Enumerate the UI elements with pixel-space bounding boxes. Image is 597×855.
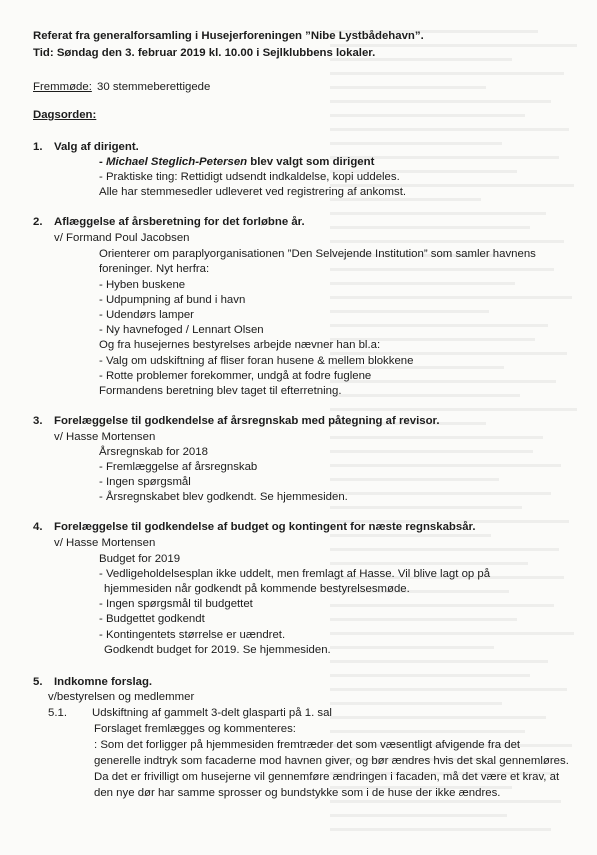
item-line: - Budgettet godkendt bbox=[99, 613, 205, 625]
item-line: Forslaget fremlægges og kommenteres: bbox=[94, 723, 296, 735]
item-line: Da det er frivilligt om husejerne vil gennemføre ændringen i facaden, må det være et krav, at bbox=[94, 771, 560, 783]
item-line: : Som det forligger på hjemmesiden fremtræder det som væsentligt afvigende fra det bbox=[94, 739, 521, 751]
item-presenter: v/ Formand Poul Jacobsen bbox=[54, 232, 190, 244]
item-line: foreninger. Nyt herfra: bbox=[99, 263, 210, 275]
item-line: - Vedligeholdelsesplan ikke uddelt, men fremlagt af Hasse. Vil blive lagt op på bbox=[99, 568, 491, 580]
item-number: 2. bbox=[33, 216, 43, 228]
item-number: 1. bbox=[33, 141, 43, 153]
item-line: Budget for 2019 bbox=[99, 553, 181, 565]
item-line: - Årsregnskabet blev godkendt. Se hjemmesiden. bbox=[99, 491, 348, 503]
subitem-number: 5.1. bbox=[48, 707, 67, 719]
item-line: Godkendt budget for 2019. Se hjemmesiden. bbox=[104, 644, 331, 656]
item-line: - Kontingentets størrelse er uændret. bbox=[99, 629, 286, 641]
item-line: - Michael Steglich-Petersen blev valgt som dirigent bbox=[99, 156, 375, 168]
item-line: - Praktiske ting: Rettidigt udsendt indkaldelse, kopi uddeles. bbox=[99, 171, 400, 183]
item-line: Alle har stemmesedler udleveret ved registrering af ankomst. bbox=[99, 186, 407, 198]
item-title: Aflæggelse af årsberetning for det forløbne år. bbox=[54, 216, 305, 228]
item-line: - Ny havnefoged / Lennart Olsen bbox=[99, 324, 264, 336]
item-line: den nye dør har samme sprosser og bundstykke som i de huse der ikke ændres. bbox=[94, 787, 501, 799]
item-line: - Udpumpning af bund i havn bbox=[99, 294, 246, 306]
item-title: Forelæggelse til godkendelse af budget og kontingent for næste regnskabsår. bbox=[54, 521, 476, 533]
document-title: Referat fra generalforsamling i Husejerforeningen ”Nibe Lystbådehavn”. bbox=[33, 30, 424, 42]
item-presenter: v/ Hasse Mortensen bbox=[54, 537, 156, 549]
item-line: Formandens beretning blev taget til efterretning. bbox=[99, 385, 342, 397]
item-presenter: v/bestyrelsen og medlemmer bbox=[48, 691, 195, 703]
item-line: - Udendørs lamper bbox=[99, 309, 194, 321]
item-title: Valg af dirigent. bbox=[54, 141, 139, 153]
item-line: - Fremlæggelse af årsregnskab bbox=[99, 461, 258, 473]
item-line: - Ingen spørgsmål til budgettet bbox=[99, 598, 253, 610]
dirigent-name: Michael Steglich-Petersen bbox=[105, 156, 248, 168]
item-presenter: v/ Hasse Mortensen bbox=[54, 431, 156, 443]
item-line: - Ingen spørgsmål bbox=[99, 476, 191, 488]
subitem-title: Udskiftning af gammelt 3-delt glasparti på 1. sal bbox=[92, 707, 332, 719]
attendance-value: 30 stemmeberettigede bbox=[97, 81, 211, 93]
item-number: 3. bbox=[33, 415, 43, 427]
item-line: - Hyben buskene bbox=[99, 279, 186, 291]
item-number: 4. bbox=[33, 521, 43, 533]
bleed-through-background bbox=[330, 30, 590, 850]
meeting-time: Tid: Søndag den 3. februar 2019 kl. 10.00 i Sejlklubbens lokaler. bbox=[33, 47, 376, 59]
attendance-label: Fremmøde: bbox=[33, 81, 92, 93]
item-number: 5. bbox=[33, 676, 43, 688]
item-title: Forelæggelse til godkendelse af årsregnskab med påtegning af revisor. bbox=[54, 415, 440, 427]
item-line: Årsregnskab for 2018 bbox=[99, 446, 208, 458]
item-line: Og fra husejernes bestyrelses arbejde nævner han bl.a: bbox=[99, 339, 381, 351]
item-line: Orienterer om paraplyorganisationen ”Den Selvejende Institution” som samler havnens bbox=[99, 248, 536, 260]
agenda-title: Dagsorden: bbox=[33, 109, 97, 121]
item-line: - Rotte problemer forekommer, undgå at fodre fuglene bbox=[99, 370, 372, 382]
item-line: generelle indtryk som facaderne mod havnen giver, og bør ændres hvis det skal gennemløres. bbox=[94, 755, 569, 767]
item-line: - Valg om udskiftning af fliser foran husene & mellem blokkene bbox=[99, 355, 414, 367]
item-line: hjemmesiden når godkendt på kommende bestyrelsesmøde. bbox=[104, 583, 410, 595]
item-title: Indkomne forslag. bbox=[54, 676, 153, 688]
